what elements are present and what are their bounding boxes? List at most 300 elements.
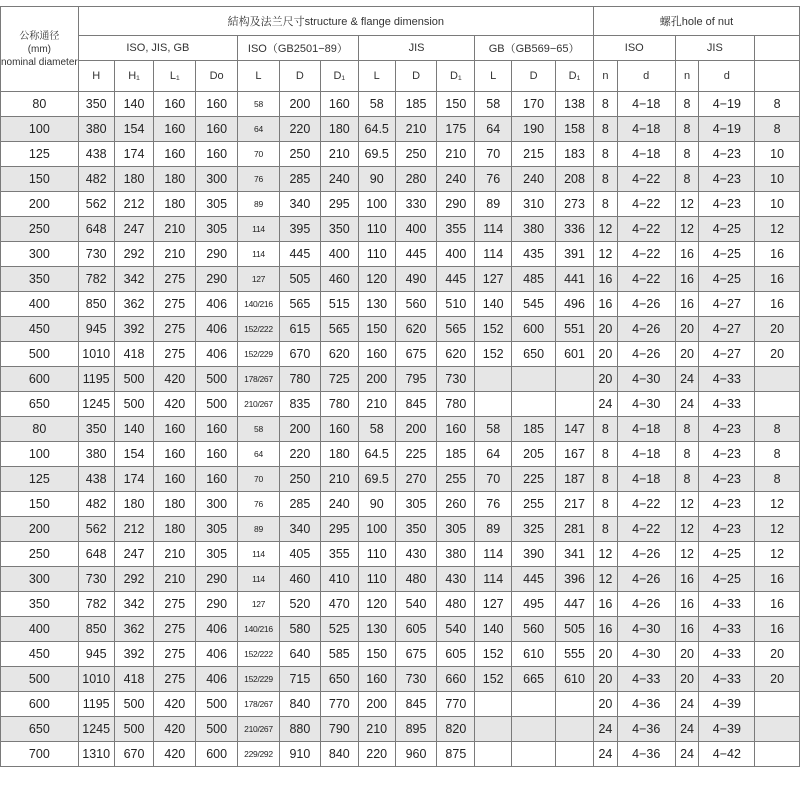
- table-cell: 445: [512, 567, 556, 592]
- table-cell: 305: [196, 217, 238, 242]
- table-cell: 185: [395, 92, 437, 117]
- table-cell: 76: [238, 167, 280, 192]
- table-cell: 4−22: [617, 217, 675, 242]
- nominal-diameter-cell: 350: [1, 267, 79, 292]
- table-cell: 8: [755, 117, 800, 142]
- table-cell: 562: [78, 192, 114, 217]
- table-cell: 215: [512, 142, 556, 167]
- table-cell: 290: [196, 592, 238, 617]
- column-header: n: [675, 61, 699, 92]
- table-cell: 730: [78, 567, 114, 592]
- table-cell: 605: [395, 617, 437, 642]
- table-cell: 220: [279, 117, 320, 142]
- table-cell: 4−25: [699, 267, 755, 292]
- table-cell: 406: [196, 317, 238, 342]
- table-cell: 114: [475, 567, 512, 592]
- table-cell: 4−22: [617, 192, 675, 217]
- table-cell: 4−39: [699, 717, 755, 742]
- table-row: [1, 342, 800, 367]
- table-cell: 220: [279, 442, 320, 467]
- table-cell: 730: [395, 667, 437, 692]
- table-cell: 447: [556, 592, 594, 617]
- nominal-diameter-cell: 80: [1, 92, 79, 117]
- table-cell: 160: [320, 417, 358, 442]
- table-cell: 64.5: [358, 442, 395, 467]
- table-cell: 418: [114, 667, 154, 692]
- table-cell: 565: [437, 317, 475, 342]
- table-row: [1, 692, 800, 717]
- table-row: [1, 367, 800, 392]
- table-cell: 362: [114, 617, 154, 642]
- table-cell: 16: [675, 292, 699, 317]
- table-cell: [556, 367, 594, 392]
- table-cell: 4−18: [617, 142, 675, 167]
- column-header: L: [238, 61, 280, 92]
- table-cell: 4−26: [617, 592, 675, 617]
- table-cell: 310: [512, 192, 556, 217]
- table-cell: 820: [437, 717, 475, 742]
- table-cell: 247: [114, 542, 154, 567]
- table-cell: 648: [78, 217, 114, 242]
- table-cell: 140/216: [238, 292, 280, 317]
- table-cell: 114: [238, 217, 280, 242]
- table-cell: [755, 742, 800, 767]
- table-cell: 8: [593, 417, 617, 442]
- table-cell: 160: [196, 442, 238, 467]
- table-cell: 480: [437, 592, 475, 617]
- table-cell: 16: [593, 267, 617, 292]
- table-cell: 16: [593, 617, 617, 642]
- table-cell: 392: [114, 317, 154, 342]
- table-cell: 187: [556, 467, 594, 492]
- nominal-diameter-cell: 125: [1, 467, 79, 492]
- table-cell: 180: [114, 492, 154, 517]
- table-cell: 4−19: [699, 92, 755, 117]
- table-cell: 64: [238, 442, 280, 467]
- table-cell: 525: [320, 617, 358, 642]
- column-header: n: [593, 61, 617, 92]
- table-cell: 305: [196, 192, 238, 217]
- table-cell: [556, 742, 594, 767]
- table-cell: 295: [320, 192, 358, 217]
- table-cell: 20: [593, 692, 617, 717]
- table-row: [1, 192, 800, 217]
- column-header: L: [358, 61, 395, 92]
- table-cell: 10: [755, 142, 800, 167]
- table-cell: 665: [512, 667, 556, 692]
- table-cell: 12: [755, 517, 800, 542]
- table-cell: 496: [556, 292, 594, 317]
- table-cell: [512, 692, 556, 717]
- table-cell: 20: [593, 667, 617, 692]
- table-cell: 58: [238, 92, 280, 117]
- table-cell: 445: [395, 242, 437, 267]
- table-cell: 8: [593, 517, 617, 542]
- table-cell: 140: [475, 292, 512, 317]
- table-cell: 4−33: [699, 642, 755, 667]
- table-cell: 420: [154, 392, 196, 417]
- table-cell: 160: [196, 117, 238, 142]
- table-cell: 445: [437, 267, 475, 292]
- table-cell: 4−23: [699, 517, 755, 542]
- column-header: D: [395, 61, 437, 92]
- table-cell: 540: [437, 617, 475, 642]
- table-cell: 64: [238, 117, 280, 142]
- table-cell: 438: [78, 467, 114, 492]
- table-cell: [556, 392, 594, 417]
- table-cell: 391: [556, 242, 594, 267]
- table-cell: 8: [675, 417, 699, 442]
- table-cell: 8: [593, 492, 617, 517]
- table-cell: 24: [675, 367, 699, 392]
- table-cell: 138: [556, 92, 594, 117]
- table-cell: 160: [154, 467, 196, 492]
- table-cell: 420: [154, 742, 196, 767]
- table-cell: 100: [358, 192, 395, 217]
- table-cell: 292: [114, 567, 154, 592]
- table-cell: 275: [154, 317, 196, 342]
- table-cell: 12: [593, 542, 617, 567]
- table-cell: 140: [114, 417, 154, 442]
- column-header: H₁: [114, 61, 154, 92]
- table-cell: 640: [279, 642, 320, 667]
- table-cell: [475, 367, 512, 392]
- table-cell: 110: [358, 542, 395, 567]
- table-cell: 20: [593, 317, 617, 342]
- table-cell: 178/267: [238, 367, 280, 392]
- table-cell: 295: [320, 517, 358, 542]
- table-cell: 225: [512, 467, 556, 492]
- table-cell: 210: [154, 217, 196, 242]
- table-cell: 610: [556, 667, 594, 692]
- table-cell: 790: [320, 717, 358, 742]
- table-cell: 875: [437, 742, 475, 767]
- table-cell: 355: [320, 542, 358, 567]
- table-row: [1, 617, 800, 642]
- nominal-diameter-cell: 150: [1, 167, 79, 192]
- table-cell: 280: [395, 167, 437, 192]
- table-cell: 605: [437, 642, 475, 667]
- table-row: [1, 492, 800, 517]
- table-cell: 69.5: [358, 467, 395, 492]
- table-cell: 190: [512, 117, 556, 142]
- table-row: [1, 542, 800, 567]
- table-cell: 4−25: [699, 542, 755, 567]
- table-cell: 180: [154, 167, 196, 192]
- table-row: [1, 417, 800, 442]
- table-cell: 730: [78, 242, 114, 267]
- table-cell: 330: [395, 192, 437, 217]
- structure-flange-header: 結构及法兰尺寸structure & flange dimension: [78, 7, 593, 36]
- table-cell: 392: [114, 642, 154, 667]
- group-iso-jis-gb: ISO, JIS, GB: [78, 36, 237, 61]
- column-header: Do: [196, 61, 238, 92]
- table-cell: 4−33: [699, 617, 755, 642]
- table-cell: 275: [154, 267, 196, 292]
- table-cell: 960: [395, 742, 437, 767]
- table-cell: 4−30: [617, 367, 675, 392]
- table-cell: 715: [279, 667, 320, 692]
- table-cell: 8: [675, 117, 699, 142]
- table-cell: 4−33: [699, 592, 755, 617]
- table-cell: 20: [755, 642, 800, 667]
- table-cell: 152: [475, 342, 512, 367]
- table-cell: 16: [675, 567, 699, 592]
- table-cell: 58: [475, 92, 512, 117]
- table-cell: 174: [114, 467, 154, 492]
- table-cell: 76: [475, 492, 512, 517]
- table-row: [1, 667, 800, 692]
- table-cell: 12: [593, 567, 617, 592]
- table-cell: 585: [320, 642, 358, 667]
- table-cell: 250: [279, 142, 320, 167]
- table-cell: 167: [556, 442, 594, 467]
- table-cell: 420: [154, 367, 196, 392]
- table-cell: [755, 692, 800, 717]
- table-cell: 565: [279, 292, 320, 317]
- table-row: [1, 592, 800, 617]
- table-cell: 400: [395, 217, 437, 242]
- table-cell: 620: [395, 317, 437, 342]
- table-cell: 495: [512, 592, 556, 617]
- table-cell: 1245: [78, 717, 114, 742]
- nominal-diameter-cell: 150: [1, 492, 79, 517]
- table-cell: 8: [593, 467, 617, 492]
- table-cell: 4−30: [617, 642, 675, 667]
- table-cell: 510: [437, 292, 475, 317]
- table-cell: 210: [395, 117, 437, 142]
- table-cell: 4−22: [617, 167, 675, 192]
- table-cell: 208: [556, 167, 594, 192]
- table-cell: 4−23: [699, 167, 755, 192]
- table-cell: 340: [279, 192, 320, 217]
- table-cell: 290: [437, 192, 475, 217]
- table-cell: 20: [675, 342, 699, 367]
- table-cell: 8: [593, 142, 617, 167]
- table-cell: [556, 717, 594, 742]
- table-cell: 114: [238, 542, 280, 567]
- table-cell: 16: [755, 617, 800, 642]
- table-cell: 725: [320, 367, 358, 392]
- table-cell: 281: [556, 517, 594, 542]
- table-cell: 565: [320, 317, 358, 342]
- nominal-diameter-cell: 250: [1, 542, 79, 567]
- table-cell: [755, 392, 800, 417]
- table-cell: 70: [238, 142, 280, 167]
- table-cell: 200: [358, 692, 395, 717]
- table-cell: 1010: [78, 667, 114, 692]
- table-cell: 178/267: [238, 692, 280, 717]
- table-cell: 600: [512, 317, 556, 342]
- table-cell: 127: [475, 267, 512, 292]
- table-cell: 160: [358, 667, 395, 692]
- table-cell: 160: [154, 117, 196, 142]
- table-cell: 650: [512, 342, 556, 367]
- table-cell: 438: [78, 142, 114, 167]
- table-row: [1, 217, 800, 242]
- table-cell: 8: [593, 117, 617, 142]
- table-cell: 380: [78, 117, 114, 142]
- table-cell: 4−19: [699, 117, 755, 142]
- table-cell: 210/267: [238, 717, 280, 742]
- table-cell: 560: [395, 292, 437, 317]
- table-cell: 140: [114, 92, 154, 117]
- table-cell: 4−23: [699, 492, 755, 517]
- table-row: [1, 742, 800, 767]
- table-cell: 8: [675, 92, 699, 117]
- table-cell: 229/292: [238, 742, 280, 767]
- table-cell: 12: [755, 492, 800, 517]
- table-cell: 20: [675, 317, 699, 342]
- table-cell: 4−23: [699, 417, 755, 442]
- table-cell: 16: [755, 567, 800, 592]
- table-cell: 8: [593, 167, 617, 192]
- table-body: [1, 92, 800, 767]
- nominal-diameter-cell: 500: [1, 667, 79, 692]
- table-cell: 200: [279, 417, 320, 442]
- table-cell: 225: [395, 442, 437, 467]
- table-cell: 780: [279, 367, 320, 392]
- table-cell: 260: [437, 492, 475, 517]
- table-cell: 795: [395, 367, 437, 392]
- table-cell: 152: [475, 642, 512, 667]
- table-cell: 110: [358, 217, 395, 242]
- table-cell: 4−30: [617, 617, 675, 642]
- table-cell: 4−33: [699, 367, 755, 392]
- table-cell: 8: [593, 192, 617, 217]
- table-cell: 505: [279, 267, 320, 292]
- column-header: d: [617, 61, 675, 92]
- table-cell: 1195: [78, 367, 114, 392]
- table-cell: 76: [238, 492, 280, 517]
- table-cell: 305: [437, 517, 475, 542]
- table-cell: 290: [196, 242, 238, 267]
- table-cell: 210: [154, 542, 196, 567]
- group-nut-extra: [755, 36, 800, 61]
- table-row: [1, 92, 800, 117]
- table-cell: 840: [320, 742, 358, 767]
- table-cell: 127: [238, 592, 280, 617]
- table-cell: 430: [395, 542, 437, 567]
- table-cell: 4−26: [617, 567, 675, 592]
- table-cell: 64.5: [358, 117, 395, 142]
- table-row: [1, 292, 800, 317]
- table-cell: 782: [78, 267, 114, 292]
- table-cell: 835: [279, 392, 320, 417]
- table-cell: 600: [196, 742, 238, 767]
- column-header: H: [78, 61, 114, 92]
- table-cell: [475, 717, 512, 742]
- table-cell: 675: [395, 342, 437, 367]
- nominal-diameter-cell: 400: [1, 292, 79, 317]
- table-cell: 152: [475, 667, 512, 692]
- table-cell: 152/229: [238, 667, 280, 692]
- table-cell: 16: [675, 592, 699, 617]
- table-cell: 380: [78, 442, 114, 467]
- table-cell: 340: [279, 517, 320, 542]
- table-cell: 69.5: [358, 142, 395, 167]
- table-cell: 560: [512, 617, 556, 642]
- table-cell: 160: [437, 417, 475, 442]
- table-cell: 275: [154, 292, 196, 317]
- table-cell: 8: [675, 142, 699, 167]
- table-cell: 305: [196, 517, 238, 542]
- table-cell: [512, 367, 556, 392]
- table-cell: 4−22: [617, 267, 675, 292]
- table-cell: 610: [512, 642, 556, 667]
- column-header: d: [699, 61, 755, 92]
- table-cell: 4−23: [699, 192, 755, 217]
- table-cell: 500: [196, 717, 238, 742]
- group-gb569: GB（GB569−65）: [475, 36, 594, 61]
- nominal-diameter-cell: 100: [1, 442, 79, 467]
- table-cell: 285: [279, 492, 320, 517]
- table-cell: 180: [114, 167, 154, 192]
- table-cell: 4−26: [617, 542, 675, 567]
- table-cell: 8: [593, 442, 617, 467]
- table-cell: 8: [675, 442, 699, 467]
- table-row: [1, 267, 800, 292]
- table-cell: 300: [196, 492, 238, 517]
- table-cell: 8: [755, 467, 800, 492]
- table-cell: 850: [78, 292, 114, 317]
- table-cell: 180: [154, 492, 196, 517]
- table-cell: 390: [512, 542, 556, 567]
- table-cell: 24: [593, 742, 617, 767]
- table-cell: 255: [437, 467, 475, 492]
- nominal-diameter-cell: 600: [1, 367, 79, 392]
- nominal-diameter-cell: 200: [1, 192, 79, 217]
- table-cell: 64: [475, 442, 512, 467]
- nominal-unit: (mm): [27, 43, 52, 55]
- table-cell: [556, 692, 594, 717]
- table-cell: 850: [78, 617, 114, 642]
- table-cell: 4−27: [699, 292, 755, 317]
- table-cell: 650: [320, 667, 358, 692]
- table-cell: 945: [78, 642, 114, 667]
- table-cell: 1195: [78, 692, 114, 717]
- table-cell: 275: [154, 642, 196, 667]
- table-cell: 845: [395, 392, 437, 417]
- table-cell: 485: [512, 267, 556, 292]
- nominal-cn: 公称通径: [19, 30, 60, 42]
- table-cell: 350: [78, 92, 114, 117]
- table-cell: 20: [755, 342, 800, 367]
- table-cell: 158: [556, 117, 594, 142]
- table-cell: 406: [196, 667, 238, 692]
- table-cell: 355: [437, 217, 475, 242]
- table-cell: 114: [238, 242, 280, 267]
- table-cell: 12: [675, 542, 699, 567]
- hole-of-nut-header: 螺孔hole of nut: [593, 7, 799, 36]
- table-cell: 395: [279, 217, 320, 242]
- table-cell: 89: [475, 517, 512, 542]
- table-cell: 70: [238, 467, 280, 492]
- table-cell: 240: [320, 492, 358, 517]
- table-cell: 362: [114, 292, 154, 317]
- nominal-diameter-cell: 450: [1, 642, 79, 667]
- table-cell: 285: [279, 167, 320, 192]
- table-cell: 90: [358, 167, 395, 192]
- table-cell: 292: [114, 242, 154, 267]
- table-cell: 24: [675, 742, 699, 767]
- table-cell: 240: [437, 167, 475, 192]
- table-cell: 480: [395, 567, 437, 592]
- nominal-diameter-cell: 400: [1, 617, 79, 642]
- table-cell: 4−33: [699, 392, 755, 417]
- table-cell: [512, 742, 556, 767]
- table-cell: 273: [556, 192, 594, 217]
